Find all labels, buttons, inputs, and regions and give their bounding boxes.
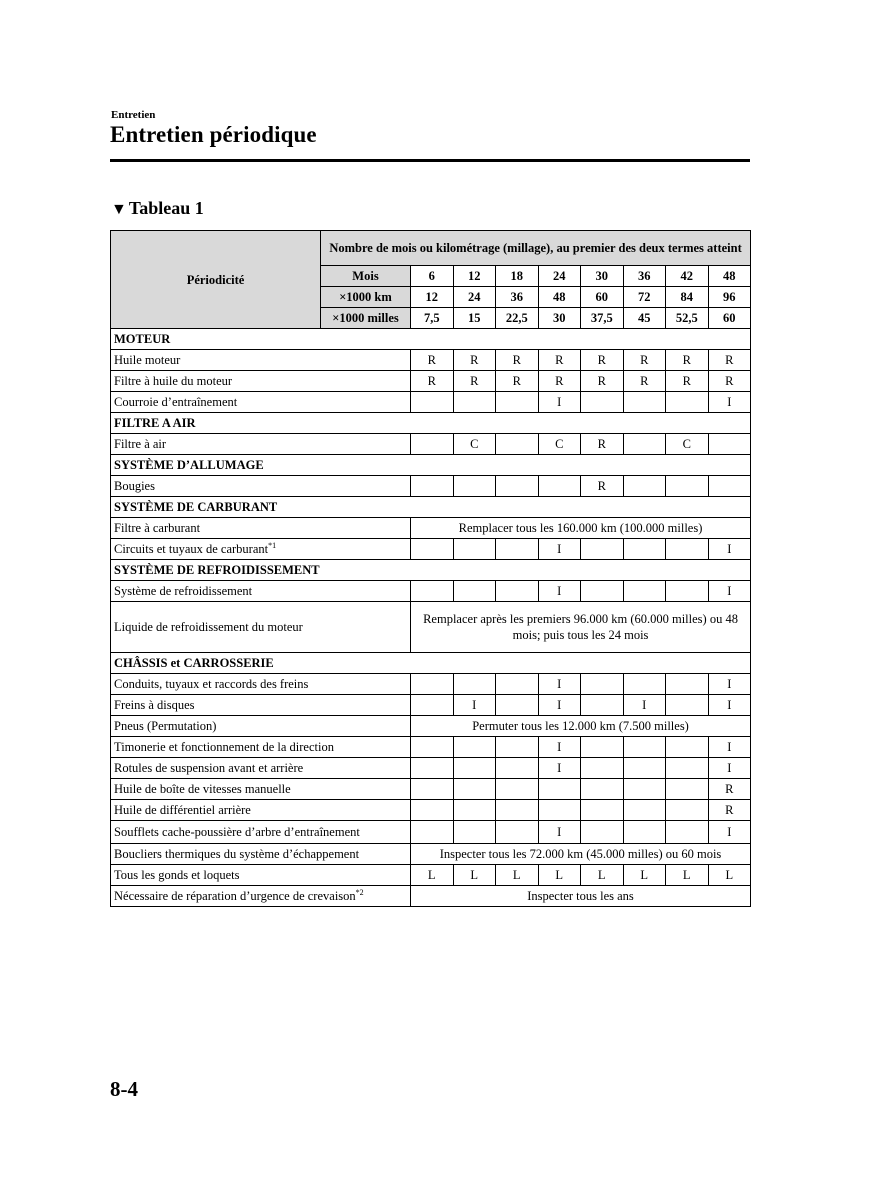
schedule-cell: L	[623, 865, 666, 886]
item-label	[111, 476, 411, 497]
schedule-cell	[623, 539, 666, 560]
schedule-cell: R	[666, 350, 709, 371]
schedule-body	[111, 231, 751, 907]
schedule-cell	[496, 800, 539, 821]
miles-cell: 37,5	[581, 308, 624, 329]
schedule-cell	[496, 392, 539, 413]
item-label-text: Courroie d’entraînement	[114, 395, 238, 409]
schedule-cell: R	[581, 350, 624, 371]
schedule-cell	[666, 476, 709, 497]
category-row	[111, 653, 751, 674]
schedule-cell: I	[708, 695, 751, 716]
category-row	[111, 413, 751, 434]
category-heading: FILTRE A AIR	[111, 413, 751, 434]
km-cell: 96	[708, 287, 751, 308]
schedule-cell	[411, 695, 454, 716]
table-row	[111, 371, 751, 392]
table-row	[111, 350, 751, 371]
schedule-cell: R	[708, 350, 751, 371]
schedule-cell	[666, 758, 709, 779]
item-label	[111, 886, 411, 907]
miles-cell: 52,5	[666, 308, 709, 329]
schedule-cell: L	[538, 865, 581, 886]
item-label-text: Système de refroidissement	[114, 584, 253, 598]
schedule-cell	[496, 581, 539, 602]
page-number: 8-4	[110, 1077, 138, 1101]
schedule-cell	[581, 821, 624, 844]
section-label: Entretien	[111, 109, 156, 121]
schedule-cell	[453, 800, 496, 821]
schedule-cell: R	[453, 371, 496, 392]
schedule-cell: I	[538, 737, 581, 758]
schedule-cell: I	[708, 674, 751, 695]
table-row	[111, 581, 751, 602]
schedule-cell	[666, 800, 709, 821]
schedule-cell	[538, 779, 581, 800]
schedule-cell	[496, 476, 539, 497]
interval-note: Remplacer tous les 160.000 km (100.000 milles)	[411, 518, 751, 539]
schedule-cell	[453, 539, 496, 560]
item-label	[111, 392, 411, 413]
schedule-cell: R	[538, 371, 581, 392]
schedule-cell	[623, 476, 666, 497]
schedule-cell	[666, 779, 709, 800]
item-label	[111, 716, 411, 737]
km-cell: 84	[666, 287, 709, 308]
km-cell: 36	[496, 287, 539, 308]
table-row	[111, 758, 751, 779]
schedule-cell	[453, 476, 496, 497]
table-row	[111, 476, 751, 497]
schedule-cell: I	[708, 392, 751, 413]
km-cell: 60	[581, 287, 624, 308]
schedule-cell	[581, 539, 624, 560]
schedule-cell: R	[581, 371, 624, 392]
schedule-cell: C	[453, 434, 496, 455]
item-label	[111, 695, 411, 716]
schedule-cell: R	[708, 371, 751, 392]
item-label	[111, 779, 411, 800]
schedule-cell	[496, 821, 539, 844]
schedule-cell	[581, 392, 624, 413]
schedule-cell	[411, 539, 454, 560]
schedule-cell	[623, 800, 666, 821]
schedule-cell: I	[538, 695, 581, 716]
schedule-cell: I	[708, 539, 751, 560]
table-row	[111, 779, 751, 800]
miles-cell: 30	[538, 308, 581, 329]
schedule-cell	[496, 779, 539, 800]
month-cell: 48	[708, 266, 751, 287]
item-label-text: Rotules de suspension avant et arrière	[114, 761, 304, 775]
table-row	[111, 865, 751, 886]
schedule-cell: R	[411, 371, 454, 392]
schedule-cell	[496, 737, 539, 758]
month-cell: 30	[581, 266, 624, 287]
schedule-cell	[453, 779, 496, 800]
schedule-cell	[623, 821, 666, 844]
table-row	[111, 800, 751, 821]
category-row	[111, 455, 751, 476]
schedule-cell: R	[623, 371, 666, 392]
month-cell: 18	[496, 266, 539, 287]
schedule-cell	[623, 758, 666, 779]
schedule-cell	[666, 392, 709, 413]
month-cell: 36	[623, 266, 666, 287]
schedule-cell: I	[453, 695, 496, 716]
item-label	[111, 865, 411, 886]
item-label-text: Nécessaire de réparation d’urgence de crevaison	[114, 889, 356, 903]
schedule-cell	[581, 779, 624, 800]
schedule-cell	[581, 737, 624, 758]
schedule-cell	[496, 758, 539, 779]
schedule-cell: I	[623, 695, 666, 716]
schedule-cell: L	[496, 865, 539, 886]
schedule-cell	[581, 695, 624, 716]
schedule-cell	[411, 581, 454, 602]
schedule-cell	[623, 674, 666, 695]
schedule-cell	[708, 476, 751, 497]
schedule-cell: L	[666, 865, 709, 886]
schedule-cell: R	[581, 476, 624, 497]
miles-cell: 7,5	[411, 308, 454, 329]
item-label	[111, 539, 411, 560]
schedule-cell	[666, 695, 709, 716]
schedule-cell: R	[623, 350, 666, 371]
category-row	[111, 329, 751, 350]
category-heading: MOTEUR	[111, 329, 751, 350]
schedule-cell: C	[666, 434, 709, 455]
schedule-cell: R	[666, 371, 709, 392]
table-row	[111, 602, 751, 653]
table-row	[111, 886, 751, 907]
item-label-text: Freins à disques	[114, 698, 195, 712]
month-cell: 24	[538, 266, 581, 287]
schedule-cell	[453, 821, 496, 844]
schedule-cell	[411, 779, 454, 800]
interval-note: Inspecter tous les ans	[411, 886, 751, 907]
schedule-cell	[623, 581, 666, 602]
schedule-cell	[666, 674, 709, 695]
miles-cell: 22,5	[496, 308, 539, 329]
schedule-cell	[411, 392, 454, 413]
schedule-cell	[496, 539, 539, 560]
item-label-text: Huile moteur	[114, 353, 181, 367]
category-heading: SYSTÈME D’ALLUMAGE	[111, 455, 751, 476]
schedule-cell: R	[496, 371, 539, 392]
schedule-cell: R	[496, 350, 539, 371]
item-label	[111, 602, 411, 653]
item-label	[111, 758, 411, 779]
item-label	[111, 518, 411, 539]
schedule-cell	[411, 821, 454, 844]
schedule-cell	[538, 800, 581, 821]
miles-cell: 45	[623, 308, 666, 329]
schedule-cell	[496, 434, 539, 455]
table-row	[111, 821, 751, 844]
table-heading-label: Tableau 1	[128, 198, 204, 218]
schedule-cell: I	[538, 581, 581, 602]
table-row	[111, 716, 751, 737]
table-row	[111, 392, 751, 413]
schedule-cell: I	[708, 737, 751, 758]
category-heading: SYSTÈME DE CARBURANT	[111, 497, 751, 518]
schedule-cell	[496, 674, 539, 695]
schedule-cell	[666, 737, 709, 758]
schedule-cell: L	[581, 865, 624, 886]
schedule-cell	[581, 758, 624, 779]
schedule-cell	[453, 392, 496, 413]
schedule-cell	[708, 434, 751, 455]
page-title: Entretien périodique	[110, 122, 317, 147]
item-label-text: Liquide de refroidissement du moteur	[114, 620, 303, 634]
table-row	[111, 674, 751, 695]
schedule-cell: L	[411, 865, 454, 886]
schedule-cell: C	[538, 434, 581, 455]
schedule-cell	[623, 779, 666, 800]
table-row	[111, 737, 751, 758]
schedule-cell: R	[453, 350, 496, 371]
item-label	[111, 371, 411, 392]
schedule-cell: I	[538, 758, 581, 779]
schedule-cell: I	[708, 581, 751, 602]
schedule-cell	[666, 539, 709, 560]
footnote-marker: *2	[355, 887, 364, 897]
category-row	[111, 560, 751, 581]
item-label	[111, 737, 411, 758]
miles-cell: 15	[453, 308, 496, 329]
schedule-cell: I	[538, 821, 581, 844]
interval-note: Remplacer après les premiers 96.000 km (60.000 milles) ou 48 mois; puis tous les 24 mois	[411, 602, 751, 653]
schedule-cell: L	[453, 865, 496, 886]
schedule-cell	[623, 392, 666, 413]
schedule-cell	[411, 674, 454, 695]
title-divider	[110, 159, 750, 162]
interval-header: Nombre de mois ou kilométrage (millage), au premier des deux termes atteint	[321, 231, 751, 266]
footnote-marker: *1	[268, 540, 277, 550]
interval-note: Inspecter tous les 72.000 km (45.000 milles) ou 60 mois	[411, 844, 751, 865]
item-label-text: Boucliers thermiques du système d’échappement	[114, 847, 360, 861]
item-label	[111, 581, 411, 602]
schedule-cell	[453, 674, 496, 695]
category-row	[111, 497, 751, 518]
item-label	[111, 800, 411, 821]
table-row	[111, 539, 751, 560]
schedule-cell	[581, 581, 624, 602]
schedule-cell	[411, 737, 454, 758]
item-label-text: Timonerie et fonctionnement de la direction	[114, 740, 334, 754]
item-label-text: Tous les gonds et loquets	[114, 868, 240, 882]
months-label: Mois	[321, 266, 411, 287]
item-label-text: Pneus (Permutation)	[114, 719, 217, 733]
category-heading: SYSTÈME DE REFROIDISSEMENT	[111, 560, 751, 581]
header-row-top	[111, 231, 751, 266]
item-label-text: Soufflets cache-poussière d’arbre d’entraînement	[114, 825, 360, 839]
interval-note: Permuter tous les 12.000 km (7.500 milles)	[411, 716, 751, 737]
schedule-cell	[411, 434, 454, 455]
item-label-text: Filtre à carburant	[114, 521, 201, 535]
schedule-cell	[411, 476, 454, 497]
month-cell: 42	[666, 266, 709, 287]
schedule-cell: R	[708, 779, 751, 800]
schedule-cell	[538, 476, 581, 497]
schedule-cell: I	[708, 758, 751, 779]
table-row	[111, 844, 751, 865]
km-cell: 12	[411, 287, 454, 308]
schedule-cell	[453, 737, 496, 758]
schedule-cell: I	[538, 539, 581, 560]
schedule-cell: I	[538, 392, 581, 413]
item-label	[111, 434, 411, 455]
schedule-cell: I	[708, 821, 751, 844]
item-label-text: Bougies	[114, 479, 155, 493]
km-cell: 24	[453, 287, 496, 308]
miles-label: ×1000 milles	[321, 308, 411, 329]
item-label-text: Huile de différentiel arrière	[114, 803, 251, 817]
schedule-cell: L	[708, 865, 751, 886]
km-cell: 48	[538, 287, 581, 308]
schedule-cell: R	[708, 800, 751, 821]
category-heading: CHÂSSIS et CARROSSERIE	[111, 653, 751, 674]
schedule-cell: R	[538, 350, 581, 371]
item-label	[111, 350, 411, 371]
table-row	[111, 695, 751, 716]
schedule-cell: I	[538, 674, 581, 695]
maintenance-schedule-table	[110, 230, 751, 907]
table-row	[111, 434, 751, 455]
table-heading	[111, 198, 204, 219]
triangle-down-icon: ▼	[111, 201, 127, 218]
item-label-text: Circuits et tuyaux de carburant	[114, 542, 269, 556]
item-label	[111, 844, 411, 865]
item-label	[111, 674, 411, 695]
item-label-text: Filtre à huile du moteur	[114, 374, 233, 388]
schedule-cell	[453, 758, 496, 779]
schedule-cell	[581, 800, 624, 821]
schedule-cell	[581, 674, 624, 695]
schedule-cell	[623, 434, 666, 455]
periodicity-header: Périodicité	[111, 231, 321, 329]
schedule-cell	[666, 821, 709, 844]
item-label-text: Huile de boîte de vitesses manuelle	[114, 782, 291, 796]
month-cell: 12	[453, 266, 496, 287]
item-label-text: Conduits, tuyaux et raccords des freins	[114, 677, 309, 691]
item-label-text: Filtre à air	[114, 437, 167, 451]
schedule-cell: R	[411, 350, 454, 371]
schedule-cell	[453, 581, 496, 602]
item-label	[111, 821, 411, 844]
km-cell: 72	[623, 287, 666, 308]
schedule-cell: R	[581, 434, 624, 455]
month-cell: 6	[411, 266, 454, 287]
schedule-cell	[623, 737, 666, 758]
km-label: ×1000 km	[321, 287, 411, 308]
schedule-cell	[666, 581, 709, 602]
schedule-cell	[411, 758, 454, 779]
table-row	[111, 518, 751, 539]
schedule-cell	[411, 800, 454, 821]
schedule-cell	[496, 695, 539, 716]
miles-cell: 60	[708, 308, 751, 329]
